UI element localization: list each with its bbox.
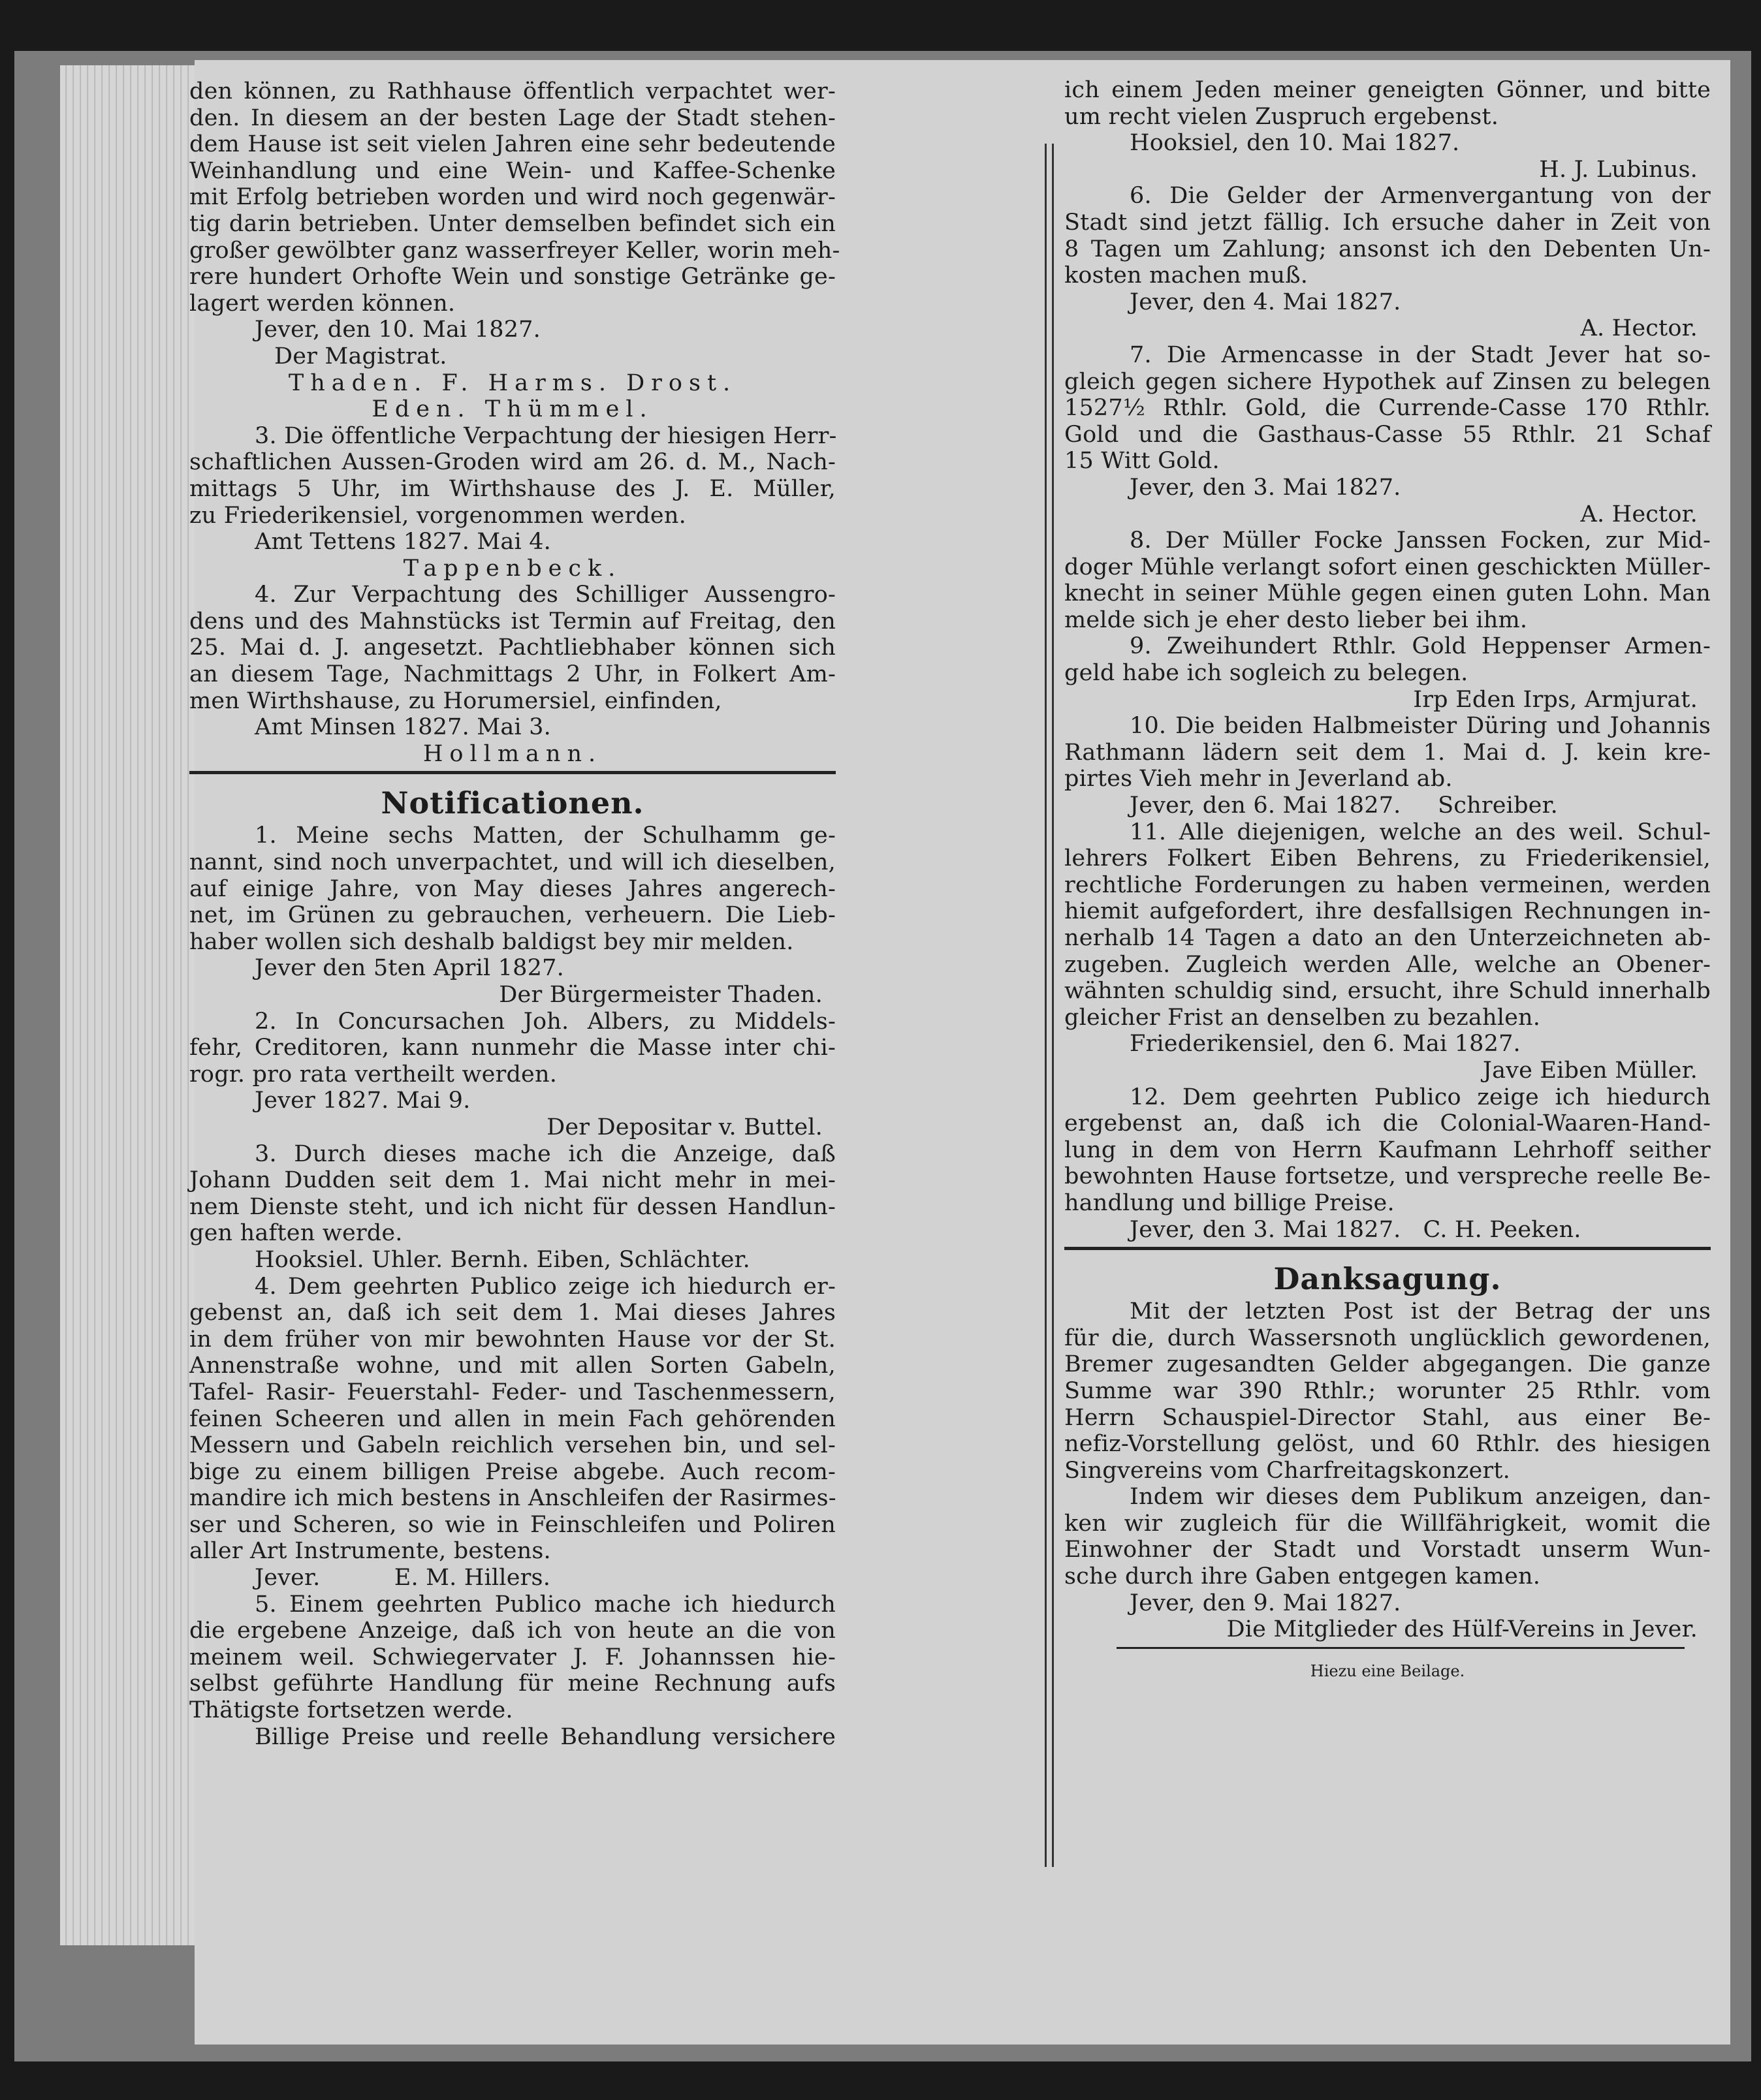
- text-line: 8 Tagen um Zahlung; ansonst ich den Debenten Un-: [1064, 236, 1711, 262]
- notification-6: [1064, 183, 1711, 342]
- notice-date: Jever, den 4. Mai 1827.: [1130, 289, 1401, 315]
- notification-2: [189, 1009, 836, 1141]
- notice-signature: H. J. Lubinus.: [1539, 156, 1698, 183]
- text-line: Summe war 390 Rthlr.; worunter 25 Rthlr. vom: [1064, 1377, 1711, 1404]
- text-line: gebenst an, daß ich seit dem 1. Mai dieses Jahres: [189, 1300, 836, 1326]
- text-line: feinen Scheeren und allen in mein Fach gehörenden: [189, 1405, 836, 1432]
- text-line: 2. In Concursachen Joh. Albers, zu Middels-: [255, 1008, 836, 1035]
- notice-date: Jever, den 9. Mai 1827.: [1130, 1590, 1401, 1616]
- notice-signature: Jever, den 6. Mai 1827. Schreiber.: [1130, 792, 1559, 819]
- text-line: hiemit aufgefordert, ihre desfallsigen Rechnungen in-: [1064, 898, 1711, 925]
- notice-signature: A. Hector.: [1580, 501, 1698, 527]
- text-line: 4. Zur Verpachtung des Schilliger Aussengro-: [255, 582, 836, 608]
- text-line: ich einem Jeden meiner geneigten Gönner, und bitte: [1064, 77, 1711, 103]
- notification-10: [1064, 713, 1711, 819]
- text-line: dem Hause ist seit vielen Jahren eine sehr bedeutende: [189, 131, 836, 158]
- notification-1: [189, 823, 836, 1008]
- text-line: wähnten schuldig sind, ersucht, ihre Schuld innerhalb: [1064, 978, 1711, 1005]
- text-line: lehrers Folkert Eiben Behrens, zu Friederikensiel,: [1064, 845, 1711, 872]
- section-heading: Danksagung.: [1273, 1261, 1502, 1297]
- text-line: 9. Zweihundert Rthlr. Gold Heppenser Armen-: [1130, 633, 1711, 660]
- notice-signature: Die Mitglieder des Hülf-Vereins in Jever.: [1226, 1616, 1698, 1643]
- page-edges: [60, 65, 210, 1945]
- text-line: kosten machen muß.: [1064, 262, 1309, 289]
- text-line: Johann Dudden seit dem 1. Mai nicht mehr in mei-: [189, 1167, 836, 1194]
- notification-8: [1064, 527, 1711, 633]
- text-line: großer gewölbter ganz wasserfreyer Keller, worin meh-: [189, 237, 840, 264]
- text-line: fehr, Creditoren, kann nunmehr die Masse inter chi-: [189, 1035, 836, 1061]
- notice-signature: Irp Eden Irps, Armjurat.: [1413, 686, 1698, 713]
- notification-12: [1064, 1084, 1711, 1244]
- text-line: schaftlichen Aussen-Groden wird am 26. d. M., Nach-: [189, 449, 836, 476]
- text-line: nem Dienste steht, und ich nicht für dessen Handlun-: [189, 1193, 836, 1220]
- text-line: 3. Die öffentliche Verpachtung der hiesigen Herr-: [255, 422, 837, 449]
- text-line: Annenstraße wohne, und mit allen Sorten Gabeln,: [189, 1353, 836, 1379]
- text-line: Billige Preise und reelle Behandlung versichere: [255, 1723, 836, 1750]
- text-line: gleich gegen sichere Hypothek auf Zinsen zu belegen: [1064, 368, 1711, 395]
- text-line: rogr. pro rata vertheilt werden.: [189, 1061, 558, 1088]
- text-line: auf einige Jahre, von May dieses Jahres angerech-: [189, 875, 836, 902]
- notification-5: [189, 1591, 836, 1751]
- section-heading: Notificationen.: [381, 785, 644, 821]
- notice-date: Amt Minsen 1827. Mai 3.: [255, 714, 551, 741]
- text-line: 25. Mai d. J. angesetzt. Pachtliebhaber können sich: [189, 635, 836, 661]
- notification-7: [1064, 342, 1711, 527]
- text-line: Rathmann lädern seit dem 1. Mai d. J. kein kre-: [1064, 739, 1711, 766]
- text-line: nerhalb 14 Tagen a dato an den Unterzeichneten ab-: [1064, 925, 1711, 951]
- notification-3: [189, 1141, 836, 1274]
- text-line: zugeben. Zugleich werden Alle, welche an Obener-: [1064, 951, 1711, 978]
- text-line: geld habe ich sogleich zu belegen.: [1064, 660, 1468, 687]
- text-line: tig darin betrieben. Unter demselben befindet sich ein: [189, 210, 836, 237]
- notice-date: Jever, den 10. Mai 1827.: [255, 317, 541, 343]
- text-line: mittags 5 Uhr, im Wirthshause des J. E. Müller,: [189, 475, 836, 502]
- text-line: men Wirthshause, zu Horumersiel, einfinden,: [189, 687, 722, 714]
- footer-rule: [1117, 1647, 1685, 1658]
- text-line: 7. Die Armencasse in der Stadt Jever hat so-: [1130, 341, 1711, 368]
- text-line: lagert werden können.: [189, 290, 456, 317]
- notice-3: [189, 423, 836, 582]
- notice-signature: Hollmann.: [422, 740, 603, 767]
- text-line: 1527½ Rthlr. Gold, die Currende-Casse 170 Rthlr.: [1064, 395, 1711, 422]
- text-line: 4. Dem geehrten Publico zeige ich hiedurch er-: [255, 1273, 836, 1300]
- notice-signature: Jave Eiben Müller.: [1482, 1057, 1698, 1084]
- notification-4: [189, 1274, 836, 1591]
- footnote: Hiezu eine Beilage.: [1310, 1661, 1465, 1680]
- notice-date: Jever 1827. Mai 9.: [255, 1088, 471, 1114]
- notice-date: Amt Tettens 1827. Mai 4.: [255, 529, 552, 556]
- text-line: nefiz-Vorstellung gelöst, und 60 Rthlr. des hiesigen: [1064, 1431, 1711, 1458]
- notice-signature: A. Hector.: [1580, 315, 1698, 342]
- section-rule: [189, 771, 836, 783]
- text-line: 10. Die beiden Halbmeister Düring und Johannis: [1130, 713, 1711, 740]
- text-line: rere hundert Orhofte Wein und sonstige Getränke ge-: [189, 264, 836, 290]
- text-line: 3. Durch dieses mache ich die Anzeige, daß: [255, 1140, 836, 1167]
- text-line: mandire ich mich bestens in Anschleifen der Rasirmes-: [189, 1485, 836, 1512]
- text-line: den. In diesem an der besten Lage der Stadt stehen-: [189, 104, 836, 131]
- text-line: gleicher Frist an denselben zu bezahlen.: [1064, 1004, 1541, 1031]
- text-line: ken wir zugleich für die Willfährigkeit, womit die: [1064, 1510, 1711, 1537]
- text-line: dens und des Mahnstücks ist Termin auf Freitag, den: [189, 608, 836, 635]
- text-line: 6. Die Gelder der Armenvergantung von der: [1130, 183, 1711, 210]
- text-line: rechtliche Forderungen zu haben vermeinen, werden: [1064, 871, 1711, 898]
- text-line: doger Mühle verlangt sofort einen geschickten Müller-: [1064, 554, 1711, 580]
- notice-date: Jever den 5ten April 1827.: [255, 955, 564, 982]
- text-line: mit Erfolg betrieben worden und wird noch gegenwär-: [189, 184, 836, 211]
- text-line: gen haften werde.: [189, 1220, 403, 1247]
- notice-signature: Der Depositar v. Buttel.: [547, 1114, 823, 1140]
- text-line: Mit der letzten Post ist der Betrag der uns: [1130, 1298, 1711, 1325]
- text-line: net, im Grünen zu gebrauchen, verheuern. Die Lieb-: [189, 902, 836, 929]
- text-line: an diesem Tage, Nachmittags 2 Uhr, in Folkert Am-: [189, 661, 836, 688]
- text-line: 5. Einem geehrten Publico mache ich hiedurch: [255, 1591, 836, 1618]
- text-line: haber wollen sich deshalb baldigst bey mir melden.: [189, 928, 794, 955]
- notice-signature: Eden. Thümmel.: [372, 396, 654, 423]
- text-line: lung in dem von Herrn Kaufmann Lehrhoff seither: [1064, 1136, 1711, 1163]
- text-line: den können, zu Rathhause öffentlich verpachtet wer-: [189, 78, 836, 104]
- text-line: Bremer zugesandten Gelder abgegangen. Die ganze: [1064, 1351, 1711, 1378]
- text-line: Stadt sind jetzt fällig. Ich ersuche daher in Zeit von: [1064, 209, 1711, 236]
- notification-5-continuation: [1064, 77, 1711, 183]
- text-line: Thätigste fortsetzen werde.: [189, 1697, 513, 1724]
- text-line: meinem weil. Schwiegervater J. F. Johannssen hie-: [189, 1644, 836, 1670]
- notice-signature: Der Magistrat.: [274, 343, 447, 369]
- thanks-notice: [1064, 1298, 1711, 1643]
- text-line: 8. Der Müller Focke Janssen Focken, zur Mid-: [1130, 527, 1711, 554]
- text-line: die ergebene Anzeige, daß ich von heute an die von: [189, 1618, 836, 1644]
- notice-4: [189, 582, 836, 767]
- column-divider: [1045, 144, 1054, 1867]
- text-line: ergebenst an, daß ich die Colonial-Waaren-Hand-: [1064, 1110, 1711, 1137]
- text-line: pirtes Vieh mehr in Jeverland ab.: [1064, 766, 1453, 792]
- text-line: zu Friederikensiel, vorgenommen werden.: [189, 502, 686, 529]
- text-line: Einwohner der Stadt und Vorstadt unserm Wun-: [1064, 1537, 1711, 1563]
- text-line: Herrn Schauspiel-Director Stahl, aus einer Be-: [1064, 1404, 1711, 1431]
- text-line: in dem früher von mir bewohnten Hause vor der St.: [189, 1326, 836, 1353]
- notice-signature: Der Bürgermeister Thaden.: [499, 982, 823, 1008]
- text-line: Singvereins vom Charfreitagskonzert.: [1064, 1457, 1510, 1484]
- text-line: Indem wir dieses dem Publikum anzeigen, dan-: [1130, 1484, 1711, 1511]
- text-line: bewohnten Hause fortsetze, und verspreche reelle Be-: [1064, 1163, 1711, 1190]
- notice-date: Jever, den 3. Mai 1827.: [1130, 474, 1401, 501]
- text-line: Tafel- Rasir- Feuerstahl- Feder- und Taschenmessern,: [189, 1379, 836, 1405]
- section-rule: [1064, 1247, 1711, 1259]
- notice-date: Hooksiel, den 10. Mai 1827.: [1130, 130, 1460, 157]
- notice-signature: Thaden. F. Harms. Drost.: [288, 369, 737, 396]
- text-line: um recht vielen Zuspruch ergebenst.: [1064, 103, 1499, 130]
- notice-signature: Jever. E. M. Hillers.: [255, 1565, 551, 1591]
- notice-2-continuation: [189, 78, 840, 423]
- notice-signature: Jever, den 3. Mai 1827. C. H. Peeken.: [1130, 1216, 1581, 1243]
- text-line: Messern und Gabeln reichlich versehen bin, und sel-: [189, 1432, 836, 1459]
- text-line: 12. Dem geehrten Publico zeige ich hiedurch: [1130, 1084, 1711, 1110]
- text-line: knecht in seiner Mühle gegen einen guten Lohn. Man: [1064, 580, 1711, 607]
- text-line: 1. Meine sechs Matten, der Schulhamm ge-: [255, 823, 836, 849]
- text-line: ser und Scheren, so wie in Feinschleifen und Poliren: [189, 1511, 836, 1538]
- text-line: Gold und die Gasthaus-Casse 55 Rthlr. 21 Schaf: [1064, 421, 1711, 448]
- notification-11: [1064, 819, 1711, 1084]
- text-line: selbst geführte Handlung für meine Rechnung aufs: [189, 1670, 836, 1697]
- text-line: 11. Alle diejenigen, welche an des weil. Schul-: [1130, 819, 1711, 845]
- text-line: bige zu einem billigen Preise abgebe. Auch recom-: [189, 1458, 836, 1485]
- text-line: handlung und billige Preise.: [1064, 1189, 1395, 1216]
- text-line: nannt, sind noch unverpachtet, und will ich dieselben,: [189, 849, 836, 876]
- notice-date: Friederikensiel, den 6. Mai 1827.: [1130, 1031, 1521, 1058]
- text-line: Weinhandlung und eine Wein- und Kaffee-Schenke: [189, 157, 836, 184]
- text-line: für die, durch Wassersnoth unglücklich gewordenen,: [1064, 1324, 1711, 1351]
- notice-signature: Hooksiel. Uhler. Bernh. Eiben, Schlächter.: [255, 1246, 750, 1273]
- right-column: [1064, 77, 1711, 1684]
- text-line: sche durch ihre Gaben entgegen kamen.: [1064, 1563, 1541, 1590]
- text-line: aller Art Instrumente, bestens.: [189, 1538, 551, 1565]
- notice-signature: Tappenbeck.: [403, 555, 622, 582]
- left-column: [189, 78, 840, 1750]
- text-line: 15 Witt Gold.: [1064, 448, 1220, 475]
- notification-9: [1064, 633, 1711, 713]
- text-line: melde sich je eher desto lieber bei ihm.: [1064, 606, 1528, 633]
